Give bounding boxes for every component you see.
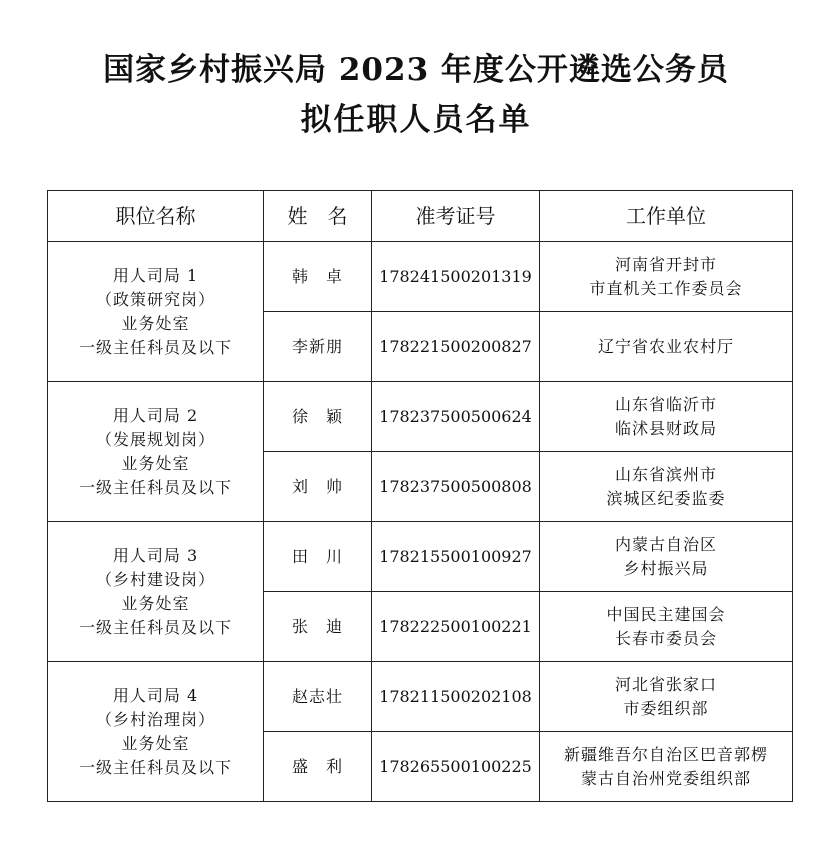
header-name: 姓 名 bbox=[264, 191, 372, 242]
position-cell bbox=[48, 382, 264, 522]
position-line: （乡村治理岗） bbox=[95, 709, 215, 729]
position-line: 业务处室 bbox=[121, 313, 190, 333]
table-row bbox=[48, 662, 793, 732]
position-line: 一级主任科员及以下 bbox=[78, 617, 232, 637]
work-unit-cell bbox=[540, 452, 793, 522]
header-exam-id: 准考证号 bbox=[372, 191, 540, 242]
unit-line: 辽宁省农业农村厅 bbox=[597, 336, 734, 356]
candidate-table bbox=[47, 190, 793, 802]
position-cell bbox=[48, 662, 264, 802]
unit-line: 长春市委员会 bbox=[614, 628, 717, 648]
work-unit-cell bbox=[540, 382, 793, 452]
table-row bbox=[48, 382, 793, 452]
position-line: 用人司局 1 bbox=[112, 265, 199, 285]
position-line: 一级主任科员及以下 bbox=[78, 477, 232, 497]
position-line: （乡村建设岗） bbox=[95, 569, 215, 589]
position-line: （发展规划岗） bbox=[95, 429, 215, 449]
exam-id-cell: 178215500100927 bbox=[372, 522, 540, 592]
work-unit-cell bbox=[540, 592, 793, 662]
unit-line: 山东省临沂市 bbox=[614, 394, 717, 414]
unit-line: 内蒙古自治区 bbox=[614, 534, 717, 554]
exam-id-cell: 178265500100225 bbox=[372, 732, 540, 802]
name-cell: 盛 利 bbox=[264, 732, 372, 802]
exam-id-cell: 178211500202108 bbox=[372, 662, 540, 732]
unit-line: 河北省张家口 bbox=[614, 674, 717, 694]
position-line: 用人司局 2 bbox=[112, 405, 199, 425]
name-cell: 赵志壮 bbox=[264, 662, 372, 732]
header-position: 职位名称 bbox=[48, 191, 264, 242]
position-line: （政策研究岗） bbox=[95, 289, 215, 309]
name-cell: 张 迪 bbox=[264, 592, 372, 662]
name-cell: 韩 卓 bbox=[264, 242, 372, 312]
position-line: 用人司局 4 bbox=[112, 685, 199, 705]
work-unit-cell bbox=[540, 732, 793, 802]
table-row bbox=[48, 522, 793, 592]
exam-id-cell: 178222500100221 bbox=[372, 592, 540, 662]
unit-line: 中国民主建国会 bbox=[606, 604, 726, 624]
unit-line: 山东省滨州市 bbox=[614, 464, 717, 484]
work-unit-cell bbox=[540, 662, 793, 732]
position-line: 业务处室 bbox=[121, 733, 190, 753]
unit-line: 乡村振兴局 bbox=[623, 558, 709, 578]
table-row bbox=[48, 242, 793, 312]
exam-id-cell: 178237500500624 bbox=[372, 382, 540, 452]
unit-line: 滨城区纪委监委 bbox=[606, 488, 726, 508]
page-title: 国家乡村振兴局 2023 年度公开遴选公务员 bbox=[103, 52, 729, 88]
position-line: 业务处室 bbox=[121, 453, 190, 473]
page-subtitle: 拟任职人员名单 bbox=[300, 102, 532, 138]
work-unit-cell bbox=[540, 522, 793, 592]
work-unit-cell bbox=[540, 242, 793, 312]
position-line: 一级主任科员及以下 bbox=[78, 757, 232, 777]
name-cell: 刘 帅 bbox=[264, 452, 372, 522]
unit-line: 新疆维吾尔自治区巴音郭楞 bbox=[563, 744, 768, 764]
exam-id-cell: 178221500200827 bbox=[372, 312, 540, 382]
unit-line: 蒙古自治州党委组织部 bbox=[580, 768, 751, 788]
unit-line: 临沭县财政局 bbox=[614, 418, 717, 438]
unit-line: 河南省开封市 bbox=[614, 254, 717, 274]
name-cell: 徐 颖 bbox=[264, 382, 372, 452]
unit-line: 市委组织部 bbox=[623, 698, 709, 718]
exam-id-cell: 178237500500808 bbox=[372, 452, 540, 522]
exam-id-cell: 17824150020131​9 bbox=[372, 242, 540, 312]
position-cell bbox=[48, 522, 264, 662]
position-cell bbox=[48, 242, 264, 382]
header-work-unit: 工作单位 bbox=[540, 191, 793, 242]
position-line: 一级主任科员及以下 bbox=[78, 337, 232, 357]
position-line: 用人司局 3 bbox=[112, 545, 199, 565]
name-cell: 李新朋 bbox=[264, 312, 372, 382]
position-line: 业务处室 bbox=[121, 593, 190, 613]
work-unit-cell bbox=[540, 312, 793, 382]
unit-line: 市直机关工作委员会 bbox=[589, 278, 743, 298]
name-cell: 田 川 bbox=[264, 522, 372, 592]
table-header-row bbox=[48, 191, 793, 242]
